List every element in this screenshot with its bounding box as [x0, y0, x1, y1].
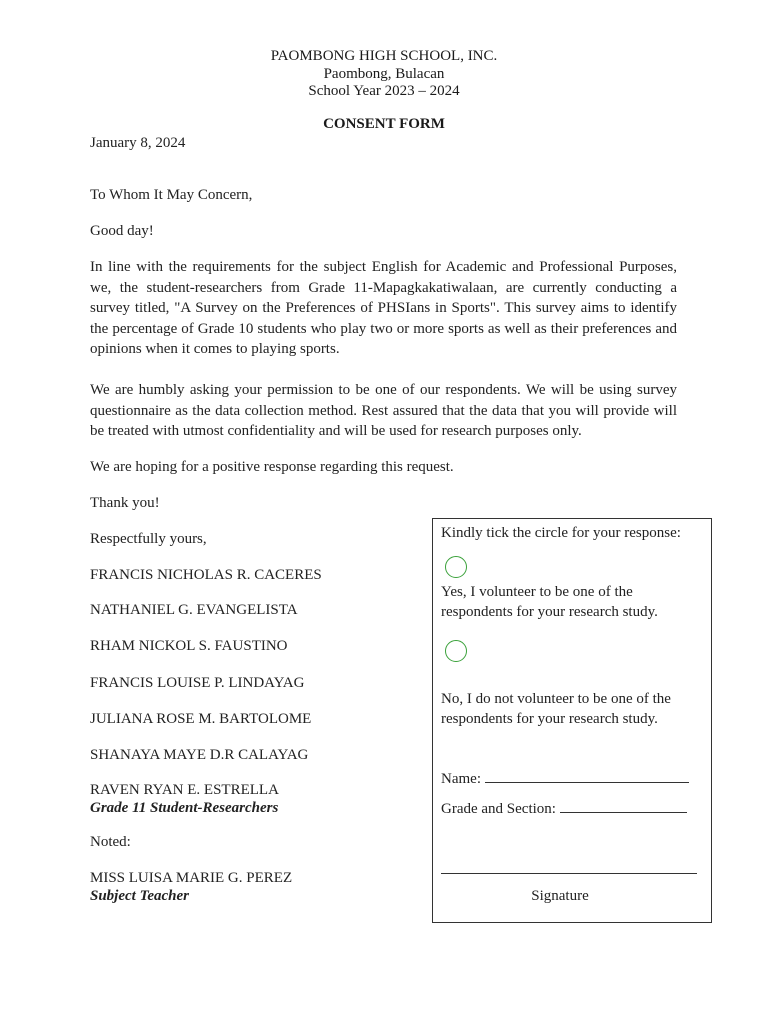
researcher-name: SHANAYA MAYE D.R CALAYAG — [90, 747, 309, 763]
researcher-name: FRANCIS LOUISE P. LINDAYAG — [90, 675, 305, 691]
researchers-role: Grade 11 Student-Researchers — [90, 800, 279, 816]
noted-label: Noted: — [90, 834, 131, 850]
greeting: Good day! — [90, 223, 154, 239]
no-option-label: No, I do not volunteer to be one of the respondents for your research study. — [441, 691, 671, 727]
letter-date: January 8, 2024 — [90, 135, 186, 151]
salutation: To Whom It May Concern, — [90, 187, 253, 203]
paragraph-permission: We are humbly asking your permission to be one of our respondents. We will be using survey questionnaire as the data collection method. Rest assured that the data that you will provide will be treated with utmost confidentiality and will be used for research purposes only. — [90, 382, 677, 439]
signature-line[interactable] — [441, 873, 697, 874]
consent-instruction: Kindly tick the circle for your response: — [441, 525, 681, 541]
researcher-name: JULIANA ROSE M. BARTOLOME — [90, 711, 312, 727]
thanks: Thank you! — [90, 495, 160, 511]
signature-label: Signature — [531, 888, 589, 904]
paragraph-hope: We are hoping for a positive response regarding this request. — [90, 459, 454, 475]
yes-option-label: Yes, I volunteer to be one of the respondents for your research study. — [441, 584, 658, 620]
school-name: PAOMBONG HIGH SCHOOL, INC. — [270, 48, 498, 64]
name-field-label: Name: — [441, 771, 481, 787]
researcher-name: RAVEN RYAN E. ESTRELLA — [90, 782, 279, 798]
teacher-name: MISS LUISA MARIE G. PEREZ — [90, 870, 293, 886]
teacher-role: Subject Teacher — [90, 888, 190, 904]
researcher-name: NATHANIEL G. EVANGELISTA — [90, 602, 298, 618]
no-radio-circle[interactable] — [445, 640, 467, 662]
name-field-row — [441, 768, 689, 790]
yes-radio-circle[interactable] — [445, 556, 467, 578]
researcher-name: RHAM NICKOL S. FAUSTINO — [90, 638, 288, 654]
document-title: CONSENT FORM — [323, 116, 445, 132]
grade-section-label: Grade and Section: — [441, 801, 556, 817]
school-location: Paombong, Bulacan — [323, 66, 445, 82]
school-year: School Year 2023 – 2024 — [308, 83, 460, 99]
paragraph-purpose: In line with the requirements for the subject English for Academic and Professional Purposes, we, the student-researchers from Grade 11-Mapagkakatiwalaan, are currently conducting a survey titled, "A Survey on the Preferences of PHSIans in Sports". This survey aims to identify the percentage of Grade 10 students who play two or more sports as well as their preferences and opinions when it comes to playing sports. — [90, 259, 677, 357]
researcher-name: FRANCIS NICHOLAS R. CACERES — [90, 567, 322, 583]
closing: Respectfully yours, — [90, 531, 207, 547]
grade-section-blank[interactable] — [560, 798, 687, 813]
grade-section-row — [441, 798, 687, 820]
name-field-blank[interactable] — [485, 768, 689, 783]
